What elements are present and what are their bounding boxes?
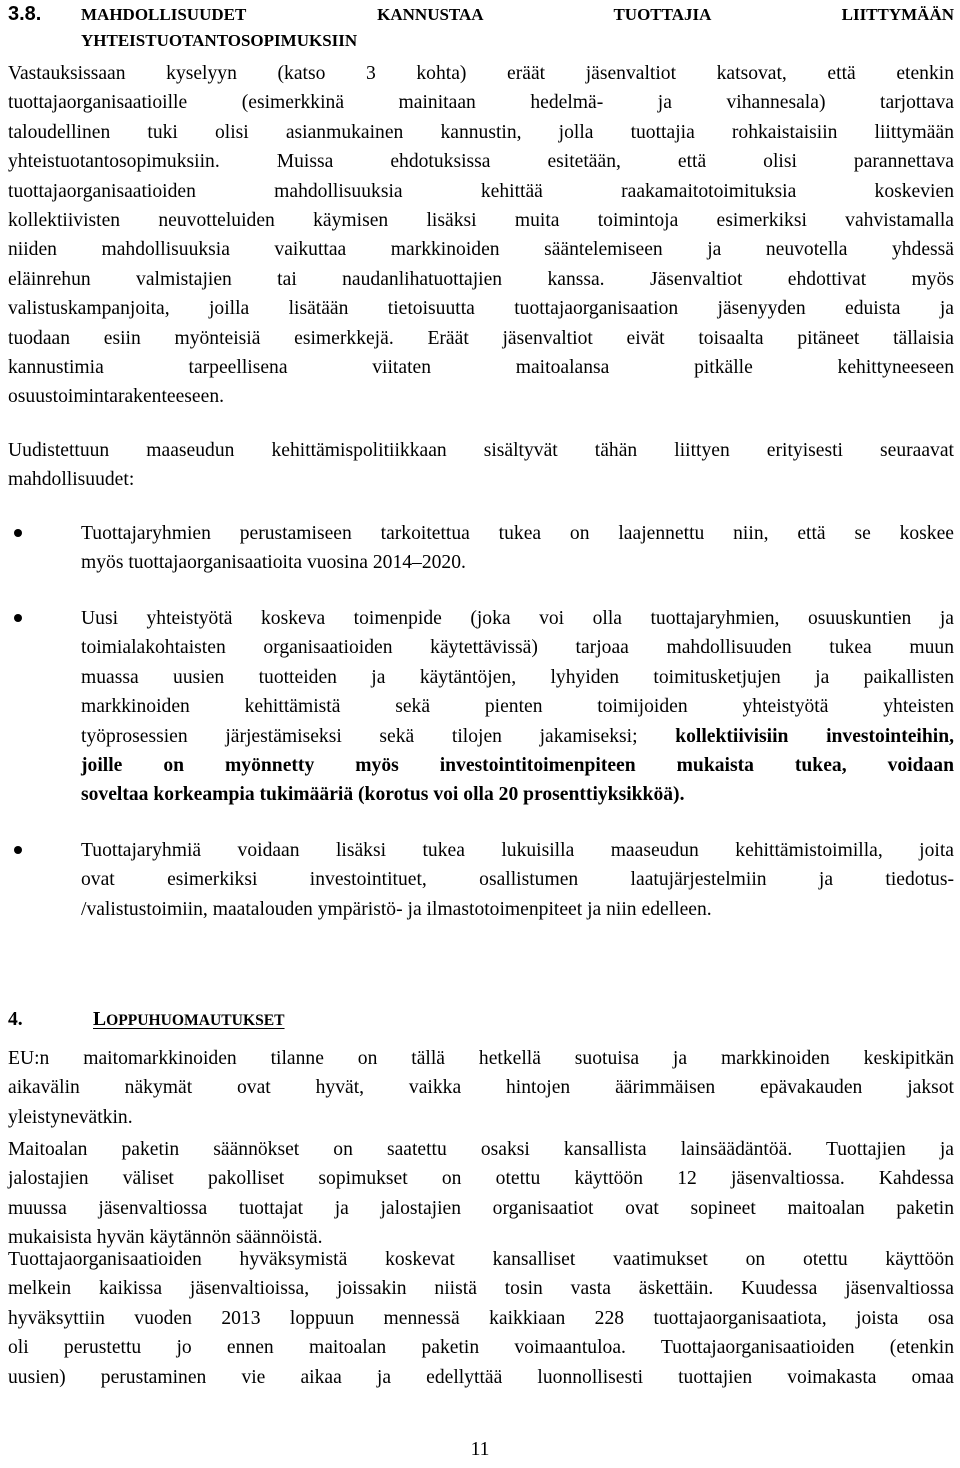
section-heading-3-8: [8, 2, 954, 52]
text-line: tuottajaorganisaatioiden mahdollisuuksia kehittää raakamaitotoimituksia koskevien: [8, 180, 954, 202]
bullet-icon: [14, 614, 22, 622]
text-line: jalostajien väliset pakolliset sopimukset on otettu käyttöön 12 jäsenvaltiossa. Kahdessa: [8, 1168, 954, 1190]
paragraph-market-outlook: [8, 1044, 954, 1132]
bold-text-fragment: kollektiivisiin investointeihin,: [675, 725, 954, 747]
text-line: ovat esimerkiksi investointituet, osallistumen laatujärjestelmiin ja tiedotus-: [81, 869, 954, 891]
text-line: muassa uusien tuotteiden ja käytäntöjen, lyhyiden toimitusketjujen ja paikallisten: [81, 666, 954, 688]
section-title-line-2: YHTEISTUOTANTOSOPIMUKSIIN: [81, 31, 358, 50]
title-rest: OPPUHUOMAUTUKSET: [106, 1012, 285, 1029]
paragraph-milk-package: [8, 1135, 954, 1253]
paragraph-responses: [8, 59, 954, 412]
text-line: myös tuottajaorganisaatioita vuosina 2014–2020.: [81, 552, 466, 574]
text-line: mahdollisuudet:: [8, 469, 135, 491]
text-line: EU:n maitomarkkinoiden tilanne on tällä hetkellä suotuisa ja markkinoiden keskipitkän: [8, 1048, 954, 1069]
text-line: tuodaan esiin myönteisiä esimerkkejä. Eräät jäsenvaltiot eivät toisaalta pitäneet tällaisia: [8, 327, 954, 349]
bold-text-line: joille on myönnetty myös investointitoimenpiteen mukaista tukea, voidaan: [81, 755, 954, 777]
text-line: taloudellinen tuki olisi asianmukainen kannustin, jolla tuottajia rohkaistaisiin liittymään: [8, 121, 954, 143]
bullet-text: [81, 604, 954, 810]
text-line: oli perustettu jo ennen maitoalan paketin voimaantuloa. Tuottajaorganisaatioiden (etenkin: [8, 1337, 954, 1359]
title-word: TUOTTAJIA: [613, 5, 711, 24]
text-line: yleistynevätkin.: [8, 1106, 133, 1128]
text-line: Uusi yhteistyötä koskeva toimenpide (joka voi olla tuottajaryhmien, osuuskuntien ja: [81, 608, 954, 629]
paragraph-rural-development: [8, 436, 954, 495]
text-line: Maitoalan paketin säännökset on saatettu osaksi kansallista lainsäädäntöä. Tuottajien ja: [8, 1139, 954, 1160]
section-title-line-1: [81, 4, 954, 26]
title-initial: L: [93, 1009, 107, 1030]
section-title: [93, 1006, 285, 1035]
paragraph-producer-organisations: [8, 1245, 954, 1392]
text-line: uusien) perustaminen vie aikaa ja edellyttää luonnollisesti tuottajien voimakasta omaa: [8, 1366, 954, 1388]
text-line: Uudistettuun maaseudun kehittämispolitiikkaan sisältyvät tähän liittyen erityisesti seuraavat: [8, 440, 954, 461]
bullet-icon: [14, 846, 22, 854]
text-line: Vastauksissaan kyselyyn (katso 3 kohta) eräät jäsenvaltiot katsovat, että etenkin: [8, 63, 954, 84]
title-word: MAHDOLLISUUDET: [81, 5, 246, 24]
text-line: eläinrehun valmistajien tai naudanlihatuottajien kanssa. Jäsenvaltiot ehdottivat myös: [8, 268, 954, 290]
bold-text-line: soveltaa korkeampia tukimääriä (korotus voi olla 20 prosenttiyksikköä).: [81, 784, 685, 806]
text-line: kollektiivisten neuvotteluiden käymisen lisäksi muita toimintoja esimerkiksi vahvistamalla: [8, 210, 954, 232]
bullet-icon: [14, 529, 22, 537]
page-number: 11: [470, 1439, 490, 1460]
text-line: niiden mahdollisuuksia vaikuttaa markkinoiden sääntelemiseen ja neuvotella yhdessä: [8, 239, 954, 261]
text-line: mukaisista hyvän käytännön säännöistä.: [8, 1227, 323, 1249]
title-word: LIITTYMÄÄN: [841, 5, 955, 24]
text-line: valistuskampanjoita, joilla lisätään tietoisuutta tuottajaorganisaation jäsenyyden eduista ja: [8, 298, 954, 320]
section-number: 4.: [8, 1009, 23, 1030]
text-line: hyväksyttiin vuoden 2013 loppuun mennessä kaikkiaan 228 tuottajaorganisaatiota, joista osa: [8, 1307, 954, 1329]
text-line: osuustoimintarakenteeseen.: [8, 386, 225, 408]
text-line: yhteistuotantosopimuksiin. Muissa ehdotuksissa esitetään, että olisi parannettava: [8, 151, 954, 173]
text-line: aikavälin näkymät ovat hyvät, vaikka hintojen äärimmäisen epävakauden jaksot: [8, 1077, 954, 1099]
text-line: markkinoiden kehittämistä sekä pienten toimijoiden yhteistyötä yhteisten: [81, 696, 954, 718]
bullet-text: [81, 836, 954, 924]
text-line: toimialakohtaisten organisaatioiden käytettävissä) tarjoaa mahdollisuuden tukea muun: [81, 637, 954, 659]
text-line: muussa jäsenvaltiossa tuottajat ja jalostajien organisaatiot ovat sopineet maitoalan paketin: [8, 1197, 954, 1219]
section-number: 3.8.: [8, 3, 42, 25]
text-line: Tuottajaryhmien perustamiseen tarkoitettua tukea on laajennettu niin, että se koskee: [81, 523, 954, 544]
text-line: Tuottajaryhmiä voidaan lisäksi tukea lukuisilla maaseudun kehittämistoimilla, joita: [81, 840, 954, 861]
text-line: kannustimia tarpeellisena viitaten maitoalansa pitkälle kehittyneeseen: [8, 357, 954, 379]
title-word: KANNUSTAA: [377, 5, 483, 24]
bullet-text: [81, 519, 954, 578]
text-line: Tuottajaorganisaatioiden hyväksymistä koskevat kansalliset vaatimukset on otettu käyttöön: [8, 1249, 954, 1270]
text-line: /valistustoimiin, maatalouden ympäristö- ja ilmastotoimenpiteet ja niin edelleen.: [81, 898, 712, 920]
text-line: [81, 722, 954, 751]
text-fragment: työprosessien järjestämiseksi sekä tilojen jakamiseksi;: [81, 725, 676, 747]
text-line: melkein kaikissa jäsenvaltioissa, joissakin niistä tosin vasta äskettäin. Kuudessa jäsenvaltiossa: [8, 1278, 954, 1300]
text-line: tuottajaorganisaatioille (esimerkkinä mainitaan hedelmä- ja vihannesala) tarjottava: [8, 92, 954, 114]
